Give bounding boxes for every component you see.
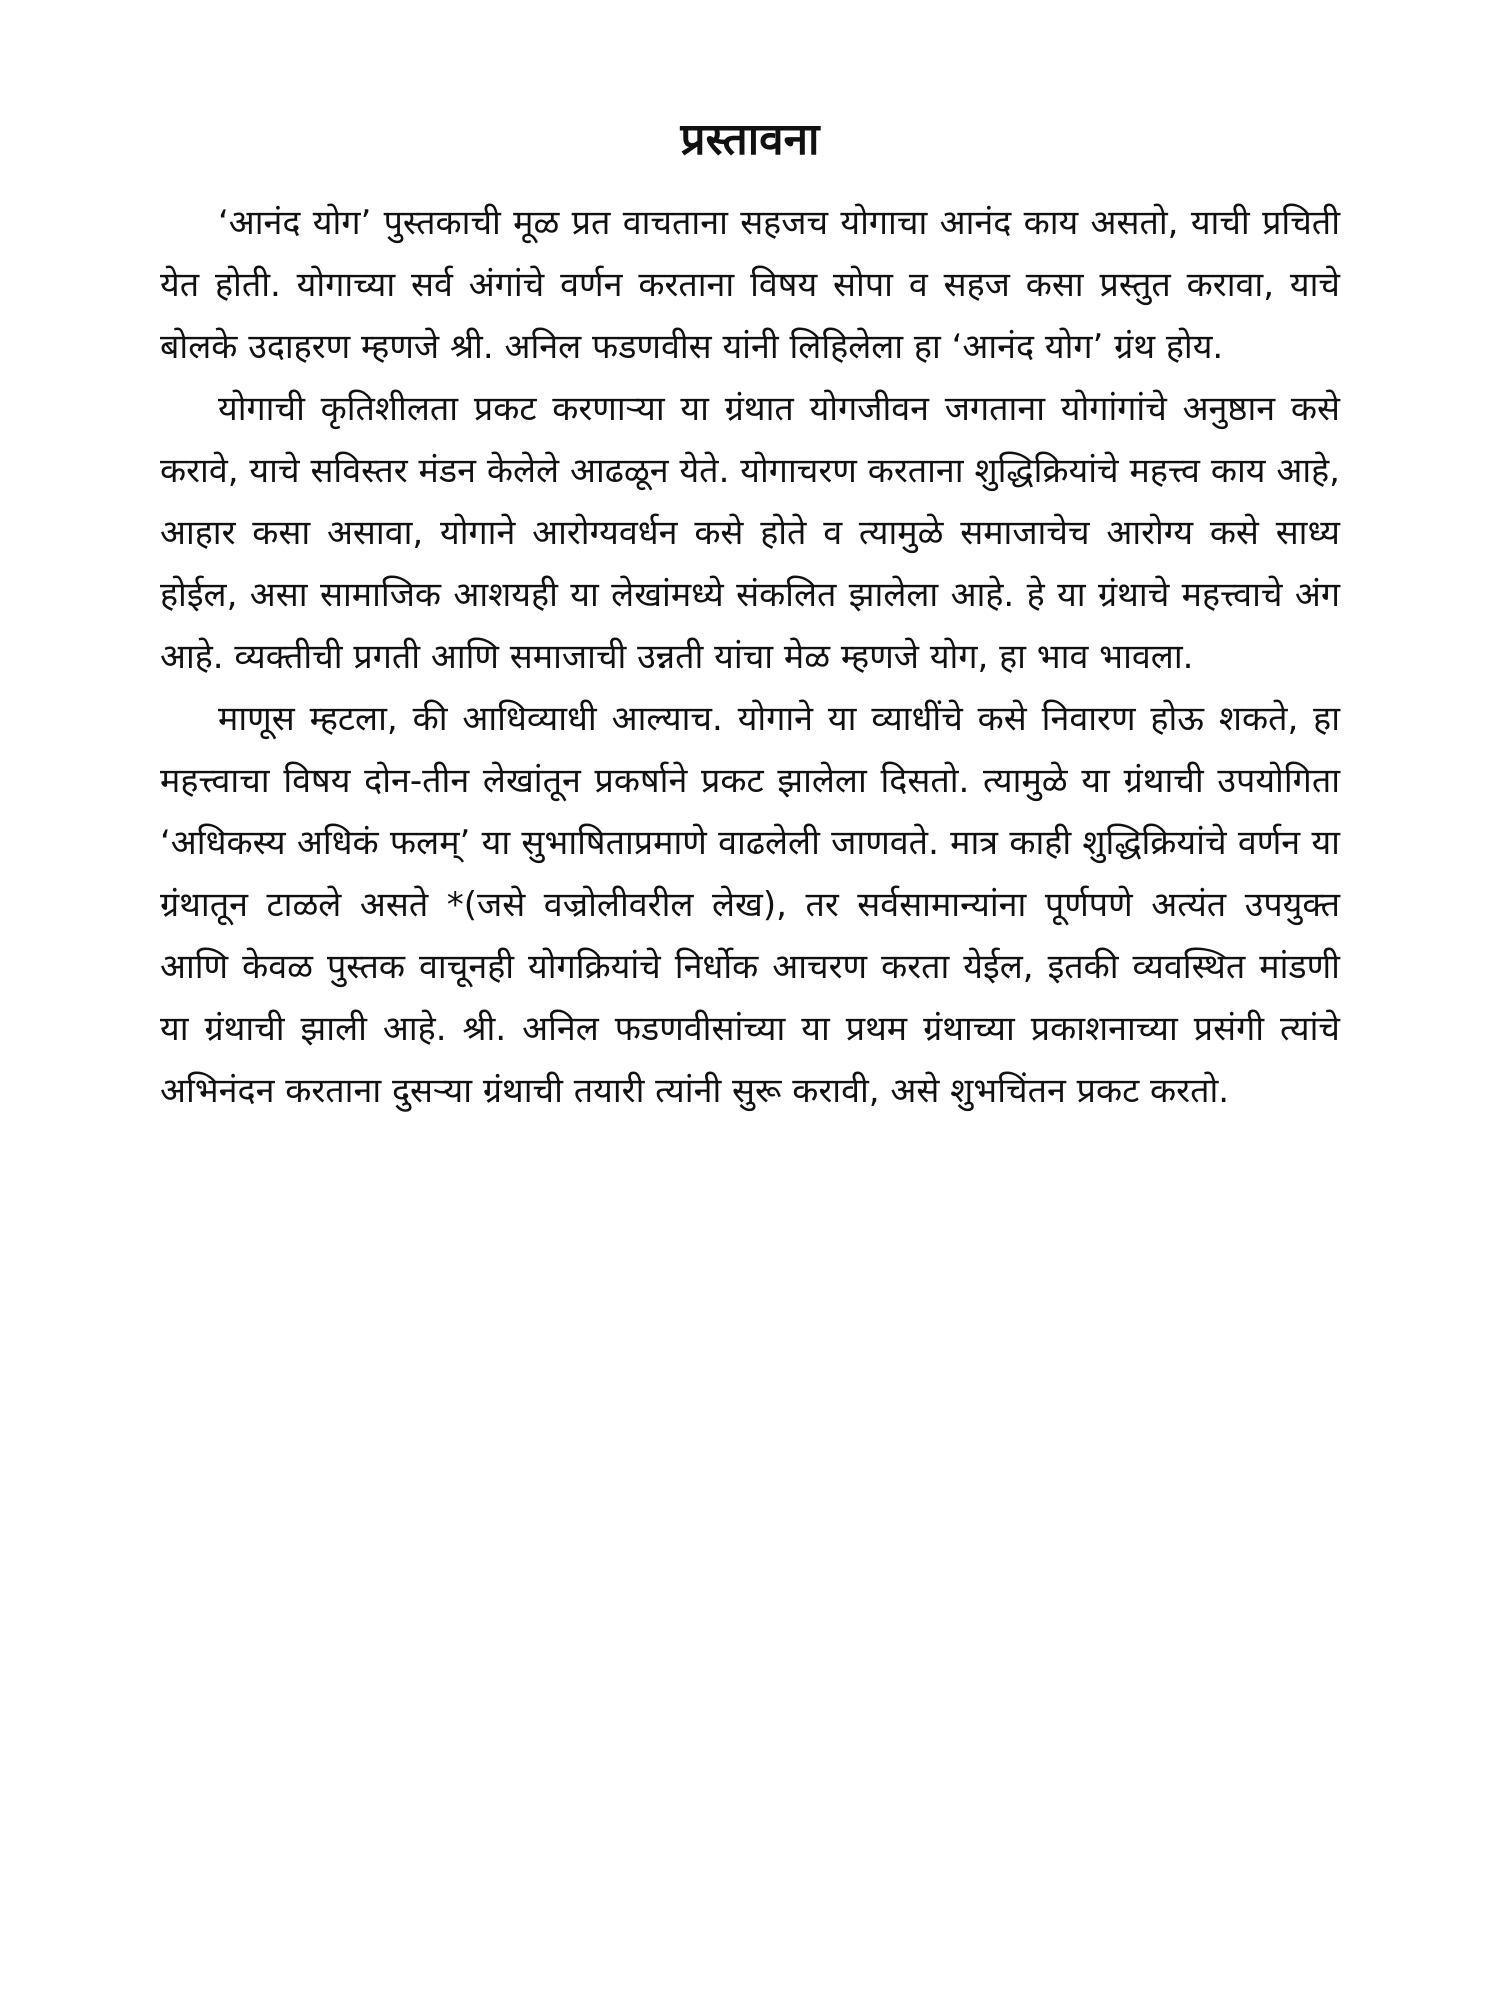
paragraph-2: योगाची कृतिशीलता प्रकट करणाऱ्या या ग्रंथात योगजीवन जगताना योगांगांचे अनुष्ठान कसे करावे, याचे सविस्तर मंडन केलेले आढळून येते. योगाचरण करताना शुद्धिक्रियांचे महत्त्व काय आहे, आहार कसा असावा, योगाने आरोग्यवर्धन कसे होते व त्यामुळे समाजाचेच आरोग्य कसे साध्य होईल, असा सामाजिक आशयही या लेखांमध्ये संकलित झालेला आहे. हे या ग्रंथाचे महत्त्वाचे अंग आहे. व्यक्तीची प्रगती आणि समाजाची उन्नती यांचा मेळ म्हणजे योग, हा भाव भावला. [160,389,1340,677]
paragraph-3: माणूस म्हटला, की आधिव्याधी आल्याच. योगाने या व्याधींचे कसे निवारण होऊ शकते, हा महत्त्वाचा विषय दोन-तीन लेखांतून प्रकर्षाने प्रकट झालेला दिसतो. त्यामुळे या ग्रंथाची उपयोगिता ‘अधिकस्य अधिकं फलम्’ या सुभाषिताप्रमाणे वाढलेली जाणवते. मात्र काही शुद्धिक्रियांचे वर्णन या ग्रंथातून टाळले असते *(जसे वज्रोलीवरील लेख), तर सर्वसामान्यांना पूर्णपणे अत्यंत उपयुक्त आणि केवळ पुस्तक वाचूनही योगक्रियांचे निर्धोक आचरण करता येईल, इतकी व्यवस्थित मांडणी या ग्रंथाची झाली आहे. श्री. अनिल फडणवीसांच्या या प्रथम ग्रंथाच्या प्रकाशनाच्या प्रसंगी त्यांचे अभिनंदन करताना दुसऱ्या ग्रंथाची तयारी त्यांनी सुरू करावी, असे शुभचिंतन प्रकट करतो. [160,699,1340,1111]
page-title: प्रस्तावना [680,114,820,165]
document-page [160,110,1340,1122]
paragraph-1: ‘आनंद योग’ पुस्तकाची मूळ प्रत वाचताना सहजच योगाचा आनंद काय असतो, याची प्रचिती येत होती. योगाच्या सर्व अंगांचे वर्णन करताना विषय सोपा व सहज कसा प्रस्तुत करावा, याचे बोलके उदाहरण म्हणजे श्री. अनिल फडणवीस यांनी लिहिलेला हा ‘आनंद योग’ ग्रंथ होय. [160,203,1340,367]
